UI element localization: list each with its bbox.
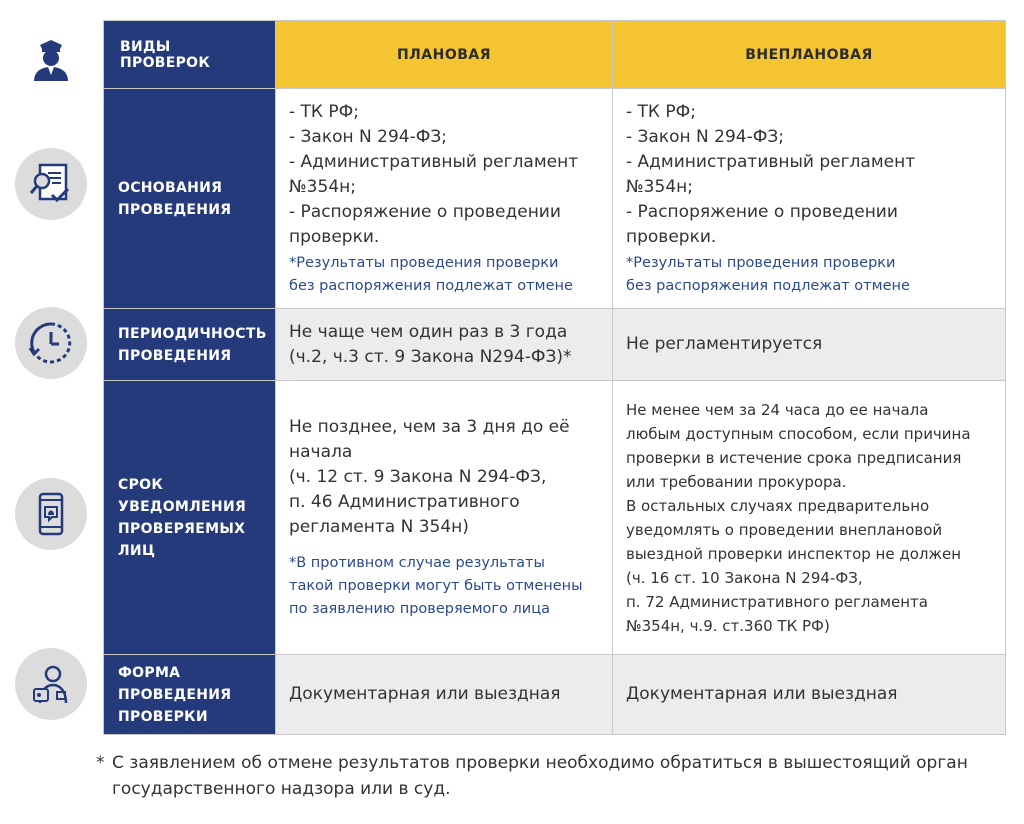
cell-line: любым доступным способом, если причина bbox=[626, 424, 971, 443]
row-label-line: ПРОВЕДЕНИЯ bbox=[118, 347, 232, 364]
row-periodicity bbox=[104, 309, 1006, 381]
note-line: такой проверки могут быть отменены bbox=[289, 577, 583, 594]
header-row bbox=[104, 21, 1006, 89]
cell-line: - ТК РФ; bbox=[626, 101, 697, 122]
note-line: без распоряжения подлежат отмене bbox=[626, 277, 910, 294]
cell-line: - Закон N 294-ФЗ; bbox=[289, 126, 448, 147]
cell-line: (ч. 16 ст. 10 Закона N 294-ФЗ, bbox=[626, 568, 863, 587]
cell-grounds-planned bbox=[276, 89, 613, 309]
cell-line: или требовании прокурора. bbox=[626, 472, 847, 491]
cell-line: п. 72 Административного регламента bbox=[626, 592, 928, 611]
row-label-line: ПЕРИОДИЧНОСТЬ bbox=[118, 325, 267, 342]
row-label-form bbox=[104, 655, 276, 735]
note-line: *Результаты проведения проверки bbox=[289, 254, 559, 271]
note-line: *В противном случае результаты bbox=[289, 554, 545, 571]
inspection-table bbox=[103, 20, 1006, 735]
cell-line: - ТК РФ; bbox=[289, 101, 360, 122]
cell-line: №354н; bbox=[626, 176, 693, 197]
cell-line: - Административный регламент bbox=[289, 151, 579, 172]
cell-line: проверки. bbox=[626, 226, 717, 247]
row-label-line: ПРОВЕДЕНИЯ bbox=[118, 201, 232, 218]
person-id-icon bbox=[15, 648, 87, 720]
note-line: *Результаты проведения проверки bbox=[626, 254, 896, 271]
clock-icon bbox=[15, 307, 87, 379]
document-search-icon bbox=[15, 148, 87, 220]
row-label-line: ПРОВЕДЕНИЯ bbox=[118, 686, 232, 703]
cell-line: - Распоряжение о проведении bbox=[289, 201, 561, 222]
cell-notice-unplanned bbox=[613, 381, 1006, 655]
row-label-line: УВЕДОМЛЕНИЯ bbox=[118, 498, 247, 515]
row-label-notice bbox=[104, 381, 276, 655]
cell-grounds-unplanned bbox=[613, 89, 1006, 309]
row-notice bbox=[104, 381, 1006, 655]
row-label-periodicity bbox=[104, 309, 276, 381]
footnote-text-2: государственного надзора или в суд. bbox=[112, 779, 451, 799]
row-grounds bbox=[104, 89, 1006, 309]
phone-notification-icon bbox=[15, 478, 87, 550]
inspector-icon bbox=[15, 22, 87, 94]
footnote-text-1: С заявлением об отмене результатов проверки необходимо обратиться в вышестоящий орган bbox=[112, 753, 968, 773]
header-unplanned: ВНЕПЛАНОВАЯ bbox=[613, 21, 1006, 89]
cell-line: (ч. 12 ст. 9 Закона N 294-ФЗ, bbox=[289, 466, 547, 487]
cell-line: В остальных случаях предварительно bbox=[626, 496, 930, 515]
cell-line: регламента N 354н) bbox=[289, 516, 469, 537]
cell-line: Не позднее, чем за 3 дня до её bbox=[289, 416, 570, 437]
cell-notice-planned bbox=[276, 381, 613, 655]
cell-form-unplanned: Документарная или выездная bbox=[613, 655, 1006, 735]
cell-line: Не чаще чем один раз в 3 года bbox=[289, 321, 568, 342]
cell-line: начала bbox=[289, 441, 353, 462]
row-label-line: ПРОВЕРКИ bbox=[118, 708, 208, 725]
cell-periodicity-planned bbox=[276, 309, 613, 381]
cell-line: - Закон N 294-ФЗ; bbox=[626, 126, 785, 147]
cell-line: уведомлять о проведении внеплановой bbox=[626, 520, 943, 539]
header-planned: ПЛАНОВАЯ bbox=[276, 21, 613, 89]
cell-periodicity-unplanned: Не регламентируется bbox=[613, 309, 1006, 381]
row-label-line: ПРОВЕРЯЕМЫХ bbox=[118, 520, 246, 537]
row-form bbox=[104, 655, 1006, 735]
row-label-line: СРОК bbox=[118, 476, 164, 493]
cell-form-planned: Документарная или выездная bbox=[276, 655, 613, 735]
cell-line: - Распоряжение о проведении bbox=[626, 201, 898, 222]
note-line: без распоряжения подлежат отмене bbox=[289, 277, 573, 294]
cell-line: - Административный регламент bbox=[626, 151, 916, 172]
cell-line: проверки в истечение срока предписания bbox=[626, 448, 962, 467]
row-label-line: ФОРМА bbox=[118, 664, 181, 681]
row-label-line: ОСНОВАНИЯ bbox=[118, 179, 223, 196]
footnote-line-1 bbox=[96, 750, 1016, 776]
footnote-star: * bbox=[96, 753, 105, 773]
cell-line: проверки. bbox=[289, 226, 380, 247]
footnote bbox=[96, 750, 1016, 802]
row-label-line: ЛИЦ bbox=[118, 542, 156, 559]
cell-line: п. 46 Административного bbox=[289, 491, 520, 512]
cell-line: №354н; bbox=[289, 176, 356, 197]
row-label-grounds bbox=[104, 89, 276, 309]
header-types: ВИДЫ ПРОВЕРОК bbox=[104, 21, 276, 89]
cell-line: выездной проверки инспектор не должен bbox=[626, 544, 962, 563]
cell-line: (ч.2, ч.3 ст. 9 Закона N294-ФЗ)* bbox=[289, 346, 572, 367]
icon-column bbox=[0, 0, 104, 740]
cell-line: Не менее чем за 24 часа до ее начала bbox=[626, 400, 929, 419]
note-line: по заявлению проверяемого лица bbox=[289, 600, 550, 617]
cell-line: №354н, ч.9. ст.360 ТК РФ) bbox=[626, 616, 830, 635]
